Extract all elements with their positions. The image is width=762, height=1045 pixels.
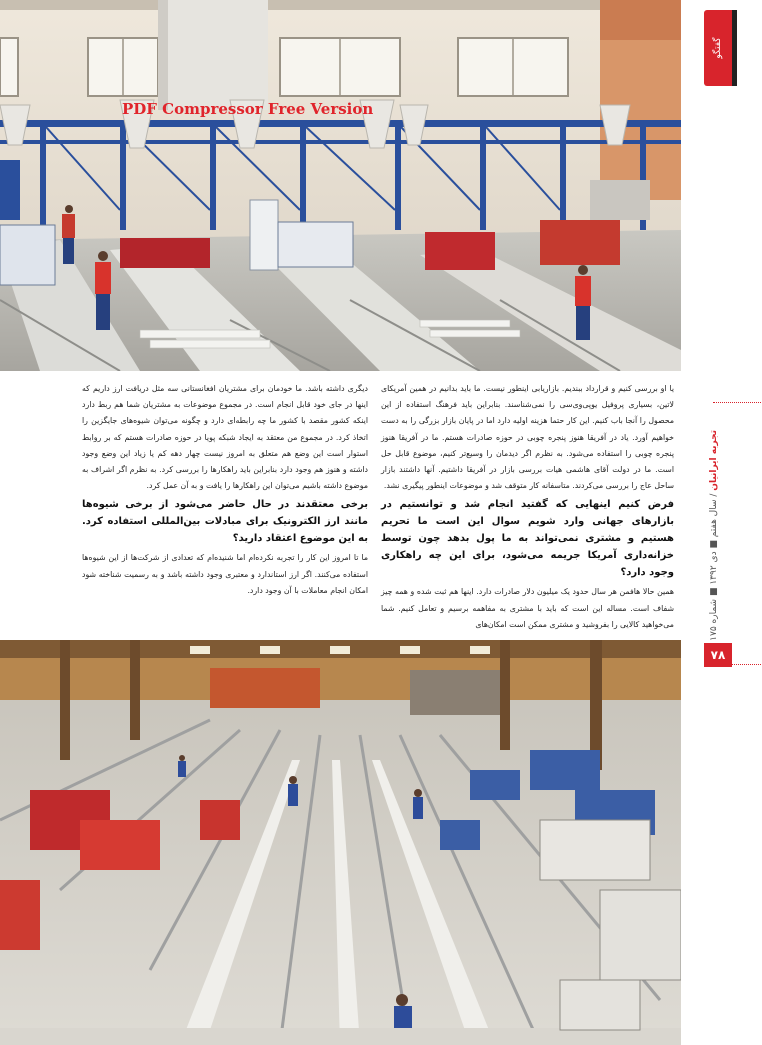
masthead-separator: /: [709, 493, 719, 497]
article-column-left: [82, 381, 368, 599]
article-paragraph: ما تا امروز این کار را تجربه نکرده‌ام اما شنیده‌ام که تعدادی از شرکت‌ها از این شیوه‌ها استفاده می‌کنند. اگر ارز استاندارد و معتبری وجود داشته باشد و به رسمیت شناخته شود امکان انجام معاملات با آن وجود دارد.: [82, 553, 368, 595]
section-tab: [704, 10, 732, 86]
masthead-brand: تجربه ایرانیان: [709, 430, 719, 491]
article-paragraph: یا او بررسی کنیم و قرارداد ببندیم. بازاریابی اینطور نیست. ما باید بدانیم در همین آمریکای لاتین، بسیاری پروفیل یوپی‌وی‌سی را نمی‌شناسند. بنابراین باید فرهنگ استفاده از این محصول را آنجا باب کنیم. این کار حتما هزینه اولیه دارد اما در پایان بازار بزرگی را به دست خواهیم آورد. یاد در آفریقا هنوز پنجره چوبی در حوزه صادرات هستم. ما در آفریقا هنوز پنجره چوبی را استفاده می‌شود. به نظرم اگر دیدمان را وسیع‌تر کنیم، موضوع قابل حل است. ما در دولت آقای هاشمی هیات بررسی بازار در آفریقا داشتیم. آنها داشتند بازار ساحل عاج را بررسی می‌کردند. متاسفانه کار متوقف شد و موضوعات اینطور پیگیری نشد.: [381, 384, 674, 491]
article-paragraph: دیگری داشته باشد. ما خودمان برای مشتریان افغانستانی سه مثل دریافت ارز داریم که اینها در جای خود قابل انجام است. در مجموع موضوعات به مشتریان شما هم ربط دارد اینکه کشور مقصد با کشور ما چه رابطه‌ای دارد و چگونه می‌توان شیوه‌های جایگزین را اتخاذ کرد. در مجموع من معتقد به ایجاد شبکه پویا در حوزه صادرات هستم که بر روابط استوار است این وضع هم متعلق به امروز نیست چهار دهه کم یا زیاد این وضع وجود داشته و هنوز هم وجود دارد بنابراین باید راهکارها را بررسی کرد. به نظرم اگر اشراف به موضوع داشته باشیم می‌توان این راهکارها را یافت و به آن عمل کرد.: [82, 384, 368, 491]
masthead-issue-info: سال هفتم ■ دی ۱۳۹۲ ■ شماره ۱۷۵: [709, 499, 719, 641]
page-number: ۷۸: [704, 643, 732, 667]
factory-overview-photo: [0, 640, 681, 1045]
interview-question: فرض کنیم اینهایی که گفتید انجام شد و توانستیم در بازارهای جهانی وارد شویم سوال این است ما تحریم هستیم و مشتری نمی‌تواند به ما پول بدهد چون توسط خزانه‌داری آمریکا جریمه می‌شود، برای این چه راهکاری وجود دارد؟: [381, 499, 674, 579]
dotted-rule-top: [713, 402, 761, 403]
masthead: [705, 430, 723, 640]
tab-rule: [732, 10, 737, 86]
article-paragraph: همین حالا هافمن هر سال حدود یک میلیون دلار صادرات دارد. اینها هم ثبت شده و همه چیز شفاف است. مساله این است که باید با مشتری به مفاهمه برسیم و تعامل کنیم. شما می‌خواهید کالایی را بفروشید و مشتری ممکن است امکان‌های: [381, 587, 674, 629]
interview-question: برخی معتقدند در حال حاضر می‌شود از برخی شیوه‌ها مانند ارز الکترونیک برای مبادلات بین‌المللی استفاده کرد. به این موضوع اعتقاد دارید؟: [82, 499, 368, 545]
factory-floor-photo: [0, 0, 681, 371]
article-column-right: [381, 381, 674, 633]
section-tab-label: گفتگو: [713, 37, 723, 59]
watermark-text: PDF Compressor Free Version: [122, 100, 374, 118]
